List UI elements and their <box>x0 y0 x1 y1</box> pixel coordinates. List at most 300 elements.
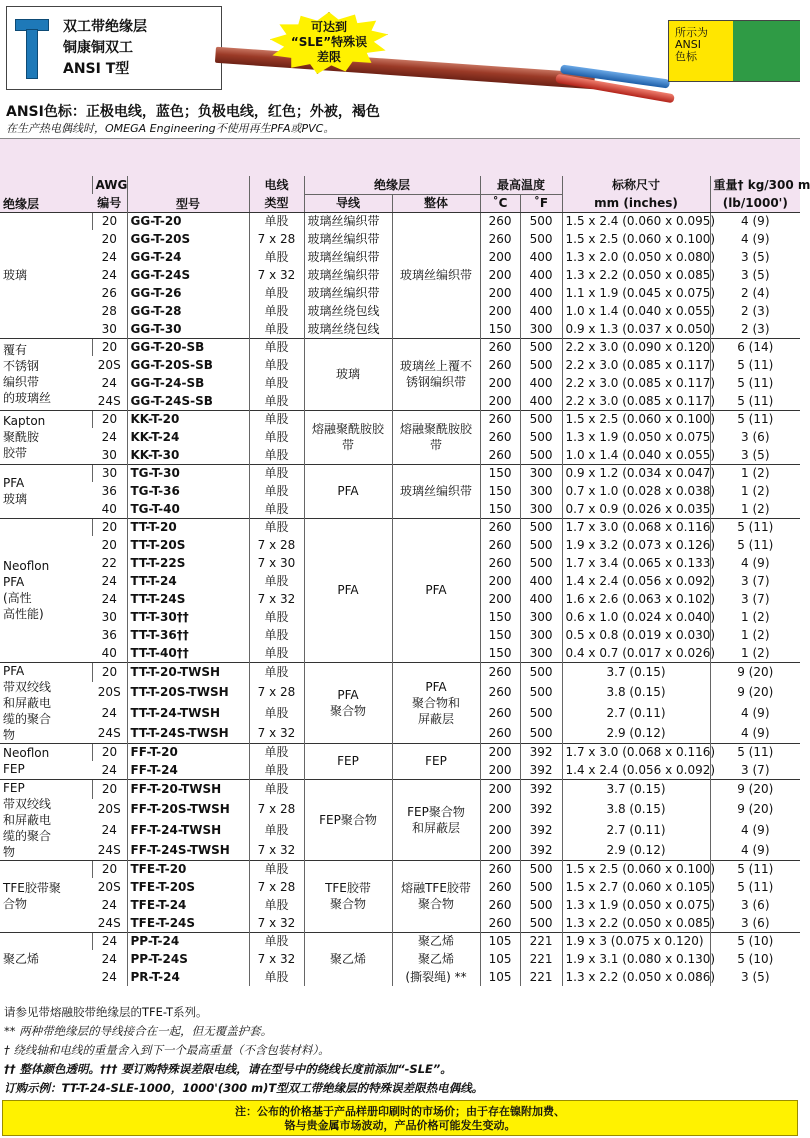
max-temp-f-cell: 300 <box>520 320 562 338</box>
table-row <box>0 950 800 968</box>
nominal-size-cell: 1.5 x 2.5 (0.060 x 0.100) <box>562 860 710 878</box>
awg-cell: 26 <box>101 286 117 300</box>
nominal-size-cell: 1.3 x 2.0 (0.050 x 0.080) <box>562 248 710 266</box>
model-cell: FF-T-20 <box>127 743 249 761</box>
model-cell: GG-T-20S-SB <box>127 356 249 374</box>
max-temp-c-cell: 260 <box>480 536 520 554</box>
nominal-size-cell: 1.3 x 1.9 (0.050 x 0.075) <box>562 896 710 914</box>
max-temp-c-cell: 260 <box>480 896 520 914</box>
conductor-ins-cell: PFA 聚合物 <box>304 662 392 743</box>
awg-cell: 24 <box>101 705 117 720</box>
weight-cell: 3 (5) <box>710 248 800 266</box>
insulation-group-cell: Kapton 聚酰胺 胶带 <box>0 410 92 464</box>
wire-type-cell: 单股 <box>249 500 304 518</box>
wire-type-cell: 7 x 32 <box>249 723 304 743</box>
max-temp-f-cell: 300 <box>520 608 562 626</box>
wire-type-cell: 单股 <box>249 644 304 662</box>
weight-cell: 5 (11) <box>710 356 800 374</box>
wire-type-cell: 单股 <box>249 248 304 266</box>
model-cell: KK-T-20 <box>127 410 249 428</box>
max-temp-c-cell: 200 <box>480 820 520 840</box>
weight-cell: 5 (11) <box>710 743 800 761</box>
col-ins-group: 绝缘层 <box>304 176 480 194</box>
awg-cell: 20S <box>97 358 121 372</box>
wire-type-cell: 单股 <box>249 896 304 914</box>
col-weight-bottom: (lb/1000') <box>710 194 800 212</box>
col-wire-bottom: 类型 <box>249 194 304 212</box>
nominal-size-cell: 0.7 x 0.9 (0.026 x 0.035) <box>562 500 710 518</box>
awg-cell: 20S <box>97 802 121 817</box>
nominal-size-cell: 3.7 (0.15) <box>562 779 710 799</box>
max-temp-c-cell: 200 <box>480 743 520 761</box>
max-temp-f-cell: 500 <box>520 536 562 554</box>
conductor-ins-cell: 玻璃丝编织带 <box>304 266 392 284</box>
table-title-band <box>0 138 800 176</box>
max-temp-f-cell: 400 <box>520 590 562 608</box>
max-temp-f-cell: 300 <box>520 482 562 500</box>
weight-cell: 1 (2) <box>710 464 800 482</box>
weight-cell: 3 (7) <box>710 572 800 590</box>
awg-cell: 36 <box>101 484 117 498</box>
wire-type-cell: 单股 <box>249 338 304 356</box>
nominal-size-cell: 1.7 x 3.0 (0.068 x 0.116) <box>562 518 710 536</box>
weight-cell: 4 (9) <box>710 212 800 230</box>
weight-cell: 5 (11) <box>710 374 800 392</box>
insulation-group-cell: FEP 带双绞线 和屏蔽电 缆的聚合 物 <box>0 779 92 860</box>
wire-type-cell: 单股 <box>249 464 304 482</box>
nominal-size-cell: 1.0 x 1.4 (0.040 x 0.055) <box>562 302 710 320</box>
model-cell: PR-T-24 <box>127 968 249 986</box>
wire-type-cell: 单股 <box>249 662 304 682</box>
table-row <box>0 662 800 682</box>
type-title <box>63 17 147 80</box>
awg-cell: 20 <box>92 410 127 428</box>
model-cell: TG-T-40 <box>127 500 249 518</box>
model-cell: TT-T-24S-TWSH <box>127 723 249 743</box>
weight-cell: 6 (14) <box>710 338 800 356</box>
model-cell: FF-T-24-TWSH <box>127 820 249 840</box>
awg-cell: 30 <box>92 464 127 482</box>
conductor-ins-cell: 聚乙烯 <box>304 932 392 986</box>
max-temp-c-cell: 260 <box>480 446 520 464</box>
insulation-group-cell: PFA 带双绞线 和屏蔽电 缆的聚合 物 <box>0 662 92 743</box>
conductor-ins-cell: 玻璃丝编织带 <box>304 230 392 248</box>
max-temp-f-cell: 500 <box>520 554 562 572</box>
wire-type-cell: 7 x 32 <box>249 914 304 932</box>
ansi-line-2: ANSI <box>675 38 701 51</box>
nominal-size-cell: 1.3 x 2.2 (0.050 x 0.085) <box>562 914 710 932</box>
weight-cell: 9 (20) <box>710 779 800 799</box>
max-temp-f-cell: 400 <box>520 572 562 590</box>
awg-cell: 20S <box>97 880 121 894</box>
nominal-size-cell: 0.9 x 1.2 (0.034 x 0.047) <box>562 464 710 482</box>
max-temp-c-cell: 200 <box>480 590 520 608</box>
max-temp-c-cell: 200 <box>480 248 520 266</box>
wire-type-cell: 单股 <box>249 212 304 230</box>
max-temp-c-cell: 200 <box>480 392 520 410</box>
model-cell: FF-T-20S-TWSH <box>127 799 249 819</box>
model-cell: GG-T-20 <box>127 212 249 230</box>
starburst-line-3: 差限 <box>316 50 341 64</box>
model-cell: GG-T-28 <box>127 302 249 320</box>
wire-type-cell: 单股 <box>249 302 304 320</box>
nominal-size-cell: 1.9 x 3.2 (0.073 x 0.126) <box>562 536 710 554</box>
nominal-size-cell: 1.3 x 2.2 (0.050 x 0.086) <box>562 968 710 986</box>
max-temp-f-cell: 392 <box>520 840 562 860</box>
max-temp-c-cell: 260 <box>480 662 520 682</box>
max-temp-c-cell: 105 <box>480 968 520 986</box>
conductor-ins-cell: 玻璃丝绕包线 <box>304 302 392 320</box>
col-nominal-bottom: mm (inches) <box>562 194 710 212</box>
type-title-box <box>6 6 222 90</box>
awg-cell: 20S <box>97 685 121 700</box>
weight-cell: 5 (11) <box>710 392 800 410</box>
wire-type-cell: 7 x 32 <box>249 590 304 608</box>
nominal-size-cell: 2.2 x 3.0 (0.085 x 0.117) <box>562 374 710 392</box>
max-temp-f-cell: 400 <box>520 284 562 302</box>
footnote-dagger: † 绕线轴和电线的重量舍入到下一个最高重量（不含包装材料）。 <box>4 1043 330 1057</box>
model-cell: FF-T-24S-TWSH <box>127 840 249 860</box>
weight-cell: 9 (20) <box>710 662 800 682</box>
model-cell: FF-T-24 <box>127 761 249 779</box>
title-line-1: 双工带绝缘层 <box>63 19 147 35</box>
max-temp-c-cell: 260 <box>480 410 520 428</box>
starburst-line-1: 可达到 <box>310 20 347 34</box>
model-cell: GG-T-26 <box>127 284 249 302</box>
spec-table <box>0 176 810 986</box>
max-temp-c-cell: 200 <box>480 374 520 392</box>
max-temp-f-cell: 500 <box>520 703 562 723</box>
max-temp-c-cell: 200 <box>480 761 520 779</box>
nominal-size-cell: 3.8 (0.15) <box>562 799 710 819</box>
weight-cell: 4 (9) <box>710 820 800 840</box>
overall-ins-cell: 玻璃丝编织带 <box>392 212 480 338</box>
model-cell: GG-T-20S <box>127 230 249 248</box>
conductor-ins-cell: 玻璃丝绕包线 <box>304 320 392 338</box>
weight-cell: 4 (9) <box>710 840 800 860</box>
footnotes <box>4 1003 800 1098</box>
model-cell: TT-T-20S-TWSH <box>127 682 249 702</box>
max-temp-f-cell: 500 <box>520 860 562 878</box>
nominal-size-cell: 1.9 x 3.1 (0.080 x 0.130) <box>562 950 710 968</box>
header <box>0 0 800 100</box>
conductor-ins-cell: PFA <box>304 464 392 518</box>
max-temp-f-cell: 221 <box>520 932 562 950</box>
nominal-size-cell: 1.5 x 2.4 (0.060 x 0.095) <box>562 212 710 230</box>
nominal-size-cell: 2.2 x 3.0 (0.090 x 0.120) <box>562 338 710 356</box>
model-cell: GG-T-24-SB <box>127 374 249 392</box>
awg-cell: 24 <box>101 762 117 777</box>
conductor-ins-cell: 玻璃 <box>304 338 392 410</box>
model-cell: TT-T-24S <box>127 590 249 608</box>
awg-cell: 22 <box>101 556 117 570</box>
weight-cell: 3 (7) <box>710 761 800 779</box>
nominal-size-cell: 1.5 x 2.5 (0.060 x 0.100) <box>562 230 710 248</box>
max-temp-f-cell: 500 <box>520 212 562 230</box>
nominal-size-cell: 1.1 x 1.9 (0.045 x 0.075) <box>562 284 710 302</box>
max-temp-c-cell: 200 <box>480 266 520 284</box>
awg-cell: 24 <box>101 268 117 282</box>
nominal-size-cell: 2.9 (0.12) <box>562 723 710 743</box>
insulation-group-cell: 聚乙烯 <box>0 932 92 986</box>
max-temp-f-cell: 500 <box>520 428 562 446</box>
nominal-size-cell: 2.9 (0.12) <box>562 840 710 860</box>
wire-type-cell: 7 x 32 <box>249 840 304 860</box>
wire-type-cell: 单股 <box>249 482 304 500</box>
max-temp-f-cell: 400 <box>520 392 562 410</box>
conductor-ins-cell: 玻璃丝编织带 <box>304 248 392 266</box>
weight-cell: 1 (2) <box>710 608 800 626</box>
max-temp-f-cell: 392 <box>520 820 562 840</box>
table-row <box>0 860 800 878</box>
price-disclaimer <box>2 1100 798 1136</box>
awg-cell: 20 <box>92 779 127 799</box>
col-temp-f: ˚F <box>520 194 562 212</box>
model-cell: GG-T-30 <box>127 320 249 338</box>
awg-cell: 20 <box>92 212 127 230</box>
col-max-temp: 最高温度 <box>480 176 562 194</box>
conductor-ins-cell: 熔融聚酰胺胶带 <box>304 410 392 464</box>
weight-cell: 3 (5) <box>710 266 800 284</box>
table-row <box>0 338 800 356</box>
weight-cell: 2 (3) <box>710 302 800 320</box>
max-temp-f-cell: 400 <box>520 374 562 392</box>
model-cell: GG-T-24S <box>127 266 249 284</box>
weight-cell: 5 (11) <box>710 878 800 896</box>
model-cell: GG-T-24S-SB <box>127 392 249 410</box>
table-row <box>0 464 800 482</box>
max-temp-c-cell: 200 <box>480 779 520 799</box>
max-temp-f-cell: 500 <box>520 338 562 356</box>
col-weight-top: 重量† kg/300 m <box>710 176 800 194</box>
max-temp-c-cell: 150 <box>480 464 520 482</box>
max-temp-f-cell: 500 <box>520 896 562 914</box>
weight-cell: 5 (10) <box>710 950 800 968</box>
model-cell: TFE-T-20S <box>127 878 249 896</box>
col-insulation: 绝缘层 <box>0 176 92 212</box>
model-cell: TG-T-30 <box>127 464 249 482</box>
nominal-size-cell: 1.9 x 3 (0.075 x 0.120) <box>562 932 710 950</box>
weight-cell: 9 (20) <box>710 682 800 702</box>
wire-type-cell: 单股 <box>249 820 304 840</box>
overall-ins-cell: (撕裂绳) ** <box>392 968 480 986</box>
model-cell: TT-T-20 <box>127 518 249 536</box>
weight-cell: 3 (6) <box>710 896 800 914</box>
col-nominal-top: 标称尺寸 <box>562 176 710 194</box>
awg-cell: 36 <box>101 628 117 642</box>
col-conductor: 导线 <box>304 194 392 212</box>
weight-cell: 5 (10) <box>710 932 800 950</box>
wire-type-cell: 7 x 28 <box>249 536 304 554</box>
max-temp-c-cell: 150 <box>480 608 520 626</box>
conductor-ins-cell: FEP <box>304 743 392 779</box>
max-temp-c-cell: 200 <box>480 799 520 819</box>
weight-cell: 9 (20) <box>710 799 800 819</box>
wire-type-cell: 单股 <box>249 626 304 644</box>
awg-cell: 24 <box>101 970 117 984</box>
insulation-group-cell: Neoflon FEP <box>0 743 92 779</box>
max-temp-c-cell: 150 <box>480 482 520 500</box>
overall-ins-cell: PFA 聚合物和 屏蔽层 <box>392 662 480 743</box>
insulation-group-cell: 玻璃 <box>0 212 92 338</box>
awg-cell: 24 <box>101 430 117 444</box>
model-cell: TT-T-40†† <box>127 644 249 662</box>
weight-cell: 3 (5) <box>710 446 800 464</box>
wire-type-cell: 单股 <box>249 761 304 779</box>
wire-type-cell: 单股 <box>249 392 304 410</box>
wire-type-cell: 单股 <box>249 518 304 536</box>
awg-cell: 20 <box>92 338 127 356</box>
awg-cell: 24 <box>101 822 117 837</box>
weight-cell: 3 (7) <box>710 590 800 608</box>
max-temp-f-cell: 300 <box>520 500 562 518</box>
awg-cell: 24 <box>101 250 117 264</box>
awg-cell: 24 <box>101 574 117 588</box>
model-cell: GG-T-20-SB <box>127 338 249 356</box>
col-awg-top: AWG <box>92 176 127 194</box>
overall-ins-cell: 聚乙烯 <box>392 950 480 968</box>
col-awg-bottom: 编号 <box>92 194 127 212</box>
nominal-size-cell: 2.7 (0.11) <box>562 820 710 840</box>
conductor-ins-cell: FEP聚合物 <box>304 779 392 860</box>
max-temp-c-cell: 200 <box>480 840 520 860</box>
nominal-size-cell: 1.7 x 3.0 (0.068 x 0.116) <box>562 743 710 761</box>
wire-type-cell: 7 x 32 <box>249 266 304 284</box>
max-temp-c-cell: 260 <box>480 212 520 230</box>
ansi-line-3: 色标 <box>675 50 697 63</box>
wire-type-cell: 7 x 30 <box>249 554 304 572</box>
table-row <box>0 968 800 986</box>
max-temp-f-cell: 221 <box>520 950 562 968</box>
awg-cell: 20 <box>101 538 117 552</box>
max-temp-f-cell: 500 <box>520 723 562 743</box>
overall-ins-cell: FEP聚合物 和屏蔽层 <box>392 779 480 860</box>
max-temp-f-cell: 500 <box>520 518 562 536</box>
max-temp-f-cell: 500 <box>520 878 562 896</box>
overall-ins-cell: FEP <box>392 743 480 779</box>
ansi-line-1: 所示为 <box>675 26 708 39</box>
weight-cell: 1 (2) <box>710 626 800 644</box>
overall-ins-cell: 熔融聚酰胺胶带 <box>392 410 480 464</box>
conductor-ins-cell: PFA <box>304 518 392 662</box>
insulation-group-cell: PFA 玻璃 <box>0 464 92 518</box>
weight-cell: 1 (2) <box>710 644 800 662</box>
starburst-line-2: “SLE”特殊误 <box>290 35 368 49</box>
wire-type-cell: 单股 <box>249 743 304 761</box>
nominal-size-cell: 2.2 x 3.0 (0.085 x 0.117) <box>562 356 710 374</box>
wire-type-cell: 单股 <box>249 968 304 986</box>
model-cell: TT-T-22S <box>127 554 249 572</box>
table-row <box>0 212 800 230</box>
max-temp-c-cell: 150 <box>480 626 520 644</box>
weight-cell: 5 (11) <box>710 410 800 428</box>
weight-cell: 3 (6) <box>710 428 800 446</box>
insulation-group-cell: TFE胶带聚 合物 <box>0 860 92 932</box>
max-temp-f-cell: 500 <box>520 410 562 428</box>
nominal-size-cell: 2.2 x 3.0 (0.085 x 0.117) <box>562 392 710 410</box>
model-cell: TT-T-20-TWSH <box>127 662 249 682</box>
nominal-size-cell: 0.5 x 0.8 (0.019 x 0.030) <box>562 626 710 644</box>
max-temp-c-cell: 150 <box>480 644 520 662</box>
model-cell: TG-T-36 <box>127 482 249 500</box>
price-disclaimer-line-2: 铬与贵金属市场波动，产品价格可能发生变动。 <box>284 1119 516 1132</box>
nominal-size-cell: 3.7 (0.15) <box>562 662 710 682</box>
model-cell: TT-T-30†† <box>127 608 249 626</box>
table-row <box>0 518 800 536</box>
weight-cell: 5 (11) <box>710 860 800 878</box>
nominal-size-cell: 3.8 (0.15) <box>562 682 710 702</box>
model-cell: KK-T-30 <box>127 446 249 464</box>
max-temp-c-cell: 260 <box>480 554 520 572</box>
max-temp-c-cell: 260 <box>480 356 520 374</box>
nominal-size-cell: 1.4 x 2.4 (0.056 x 0.092) <box>562 761 710 779</box>
awg-cell: 24 <box>92 932 127 950</box>
wire-type-cell: 7 x 28 <box>249 799 304 819</box>
max-temp-c-cell: 260 <box>480 860 520 878</box>
model-cell: TT-T-24 <box>127 572 249 590</box>
awg-cell: 30 <box>101 447 117 462</box>
max-temp-c-cell: 260 <box>480 518 520 536</box>
wire-type-cell: 7 x 28 <box>249 878 304 896</box>
awg-cell: 28 <box>101 304 117 318</box>
awg-cell: 24 <box>101 898 117 912</box>
ansi-color-statement: ANSI色标：正极电线，蓝色；负极电线，红色；外被，褐色 <box>6 104 380 120</box>
weight-cell: 5 (11) <box>710 518 800 536</box>
model-cell: FF-T-20-TWSH <box>127 779 249 799</box>
nominal-size-cell: 1.3 x 1.9 (0.050 x 0.075) <box>562 428 710 446</box>
col-wire-top: 电线 <box>249 176 304 194</box>
awg-cell: 20 <box>92 518 127 536</box>
max-temp-f-cell: 500 <box>520 446 562 464</box>
model-cell: PP-T-24S <box>127 950 249 968</box>
ansi-green-swatch <box>733 21 800 81</box>
col-overall: 整体 <box>392 194 480 212</box>
ansi-color-code-box <box>668 20 800 82</box>
insulation-group-cell: 覆有 不锈钢 编织带 的玻璃丝 <box>0 338 92 410</box>
max-temp-c-cell: 105 <box>480 950 520 968</box>
weight-cell: 4 (9) <box>710 230 800 248</box>
awg-cell: 20 <box>101 232 117 246</box>
nominal-size-cell: 0.9 x 1.3 (0.037 x 0.050) <box>562 320 710 338</box>
model-cell: PP-T-24 <box>127 932 249 950</box>
overall-ins-cell: 玻璃丝上覆不锈钢编织带 <box>392 338 480 410</box>
nominal-size-cell: 1.3 x 2.2 (0.050 x 0.085) <box>562 266 710 284</box>
nominal-size-cell: 1.6 x 2.6 (0.063 x 0.102) <box>562 590 710 608</box>
max-temp-f-cell: 392 <box>520 743 562 761</box>
overall-ins-cell: 聚乙烯 <box>392 932 480 950</box>
wire-type-cell: 单股 <box>249 410 304 428</box>
model-cell: TFE-T-24 <box>127 896 249 914</box>
awg-cell: 24 <box>101 592 117 606</box>
max-temp-c-cell: 260 <box>480 914 520 932</box>
awg-cell: 20 <box>92 662 127 682</box>
footnote-double-dagger: †† 整体颜色透明。††† 要订购特殊误差限电线，请在型号中的绕线长度前添加“-SLE”。 <box>4 1062 452 1076</box>
table-row <box>0 932 800 950</box>
footnote-order-example: 订购示例：TT-T-24-SLE-1000，1000'(300 m)T型双工带绝缘层的特殊误差限热电偶线。 <box>4 1081 484 1095</box>
wire-type-cell: 单股 <box>249 779 304 799</box>
awg-cell: 20 <box>92 743 127 761</box>
nominal-size-cell: 1.7 x 3.4 (0.065 x 0.133) <box>562 554 710 572</box>
max-temp-c-cell: 260 <box>480 682 520 702</box>
wire-type-cell: 单股 <box>249 608 304 626</box>
max-temp-c-cell: 200 <box>480 572 520 590</box>
max-temp-f-cell: 300 <box>520 644 562 662</box>
title-line-3: ANSI T型 <box>63 61 130 77</box>
weight-cell: 4 (9) <box>710 554 800 572</box>
wire-type-cell: 单股 <box>249 932 304 950</box>
conductor-ins-cell: 玻璃丝编织带 <box>304 212 392 230</box>
max-temp-c-cell: 260 <box>480 723 520 743</box>
